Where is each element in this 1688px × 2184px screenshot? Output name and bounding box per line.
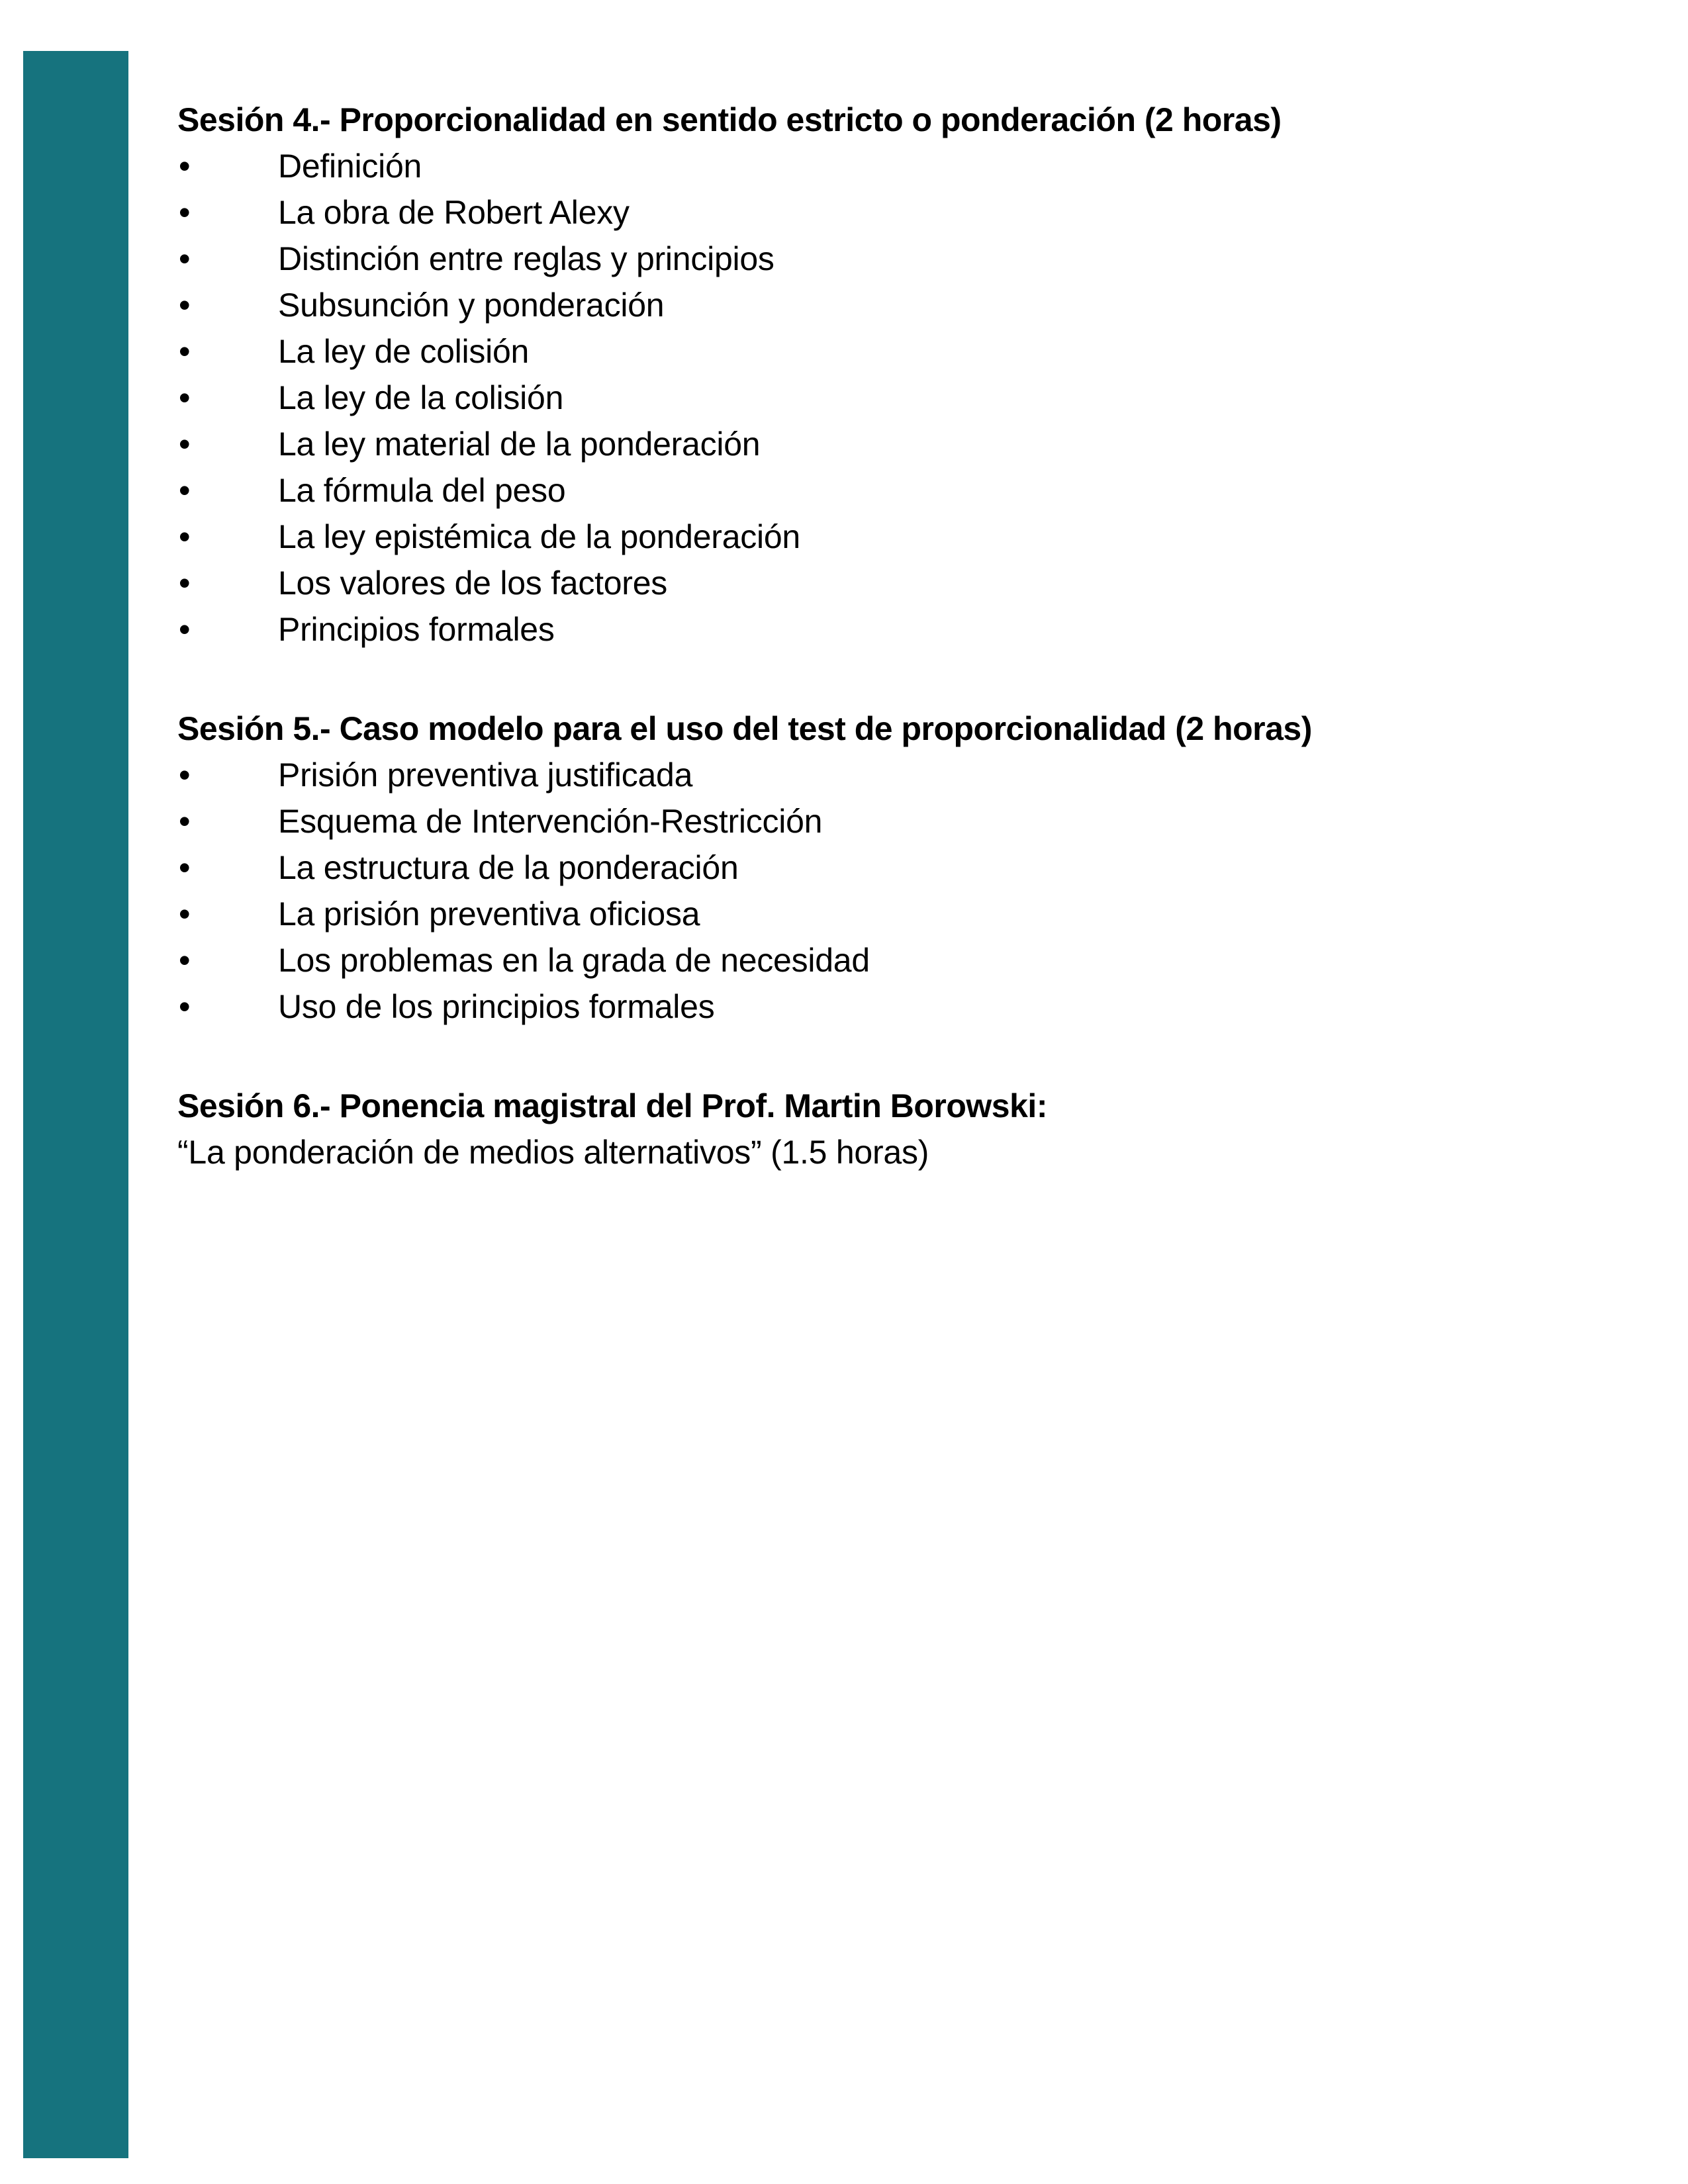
- bullet-icon: •: [179, 194, 191, 231]
- session-6-heading: Sesión 6.- Ponencia magistral del Prof. Martin Borowski:: [177, 1087, 1047, 1124]
- bullet-icon: •: [179, 379, 191, 416]
- bullet-icon: •: [179, 756, 191, 794]
- list-item: [177, 560, 1647, 606]
- list-item: [177, 236, 1647, 282]
- bullet-icon: •: [179, 472, 191, 509]
- session-5-section: [177, 705, 1647, 1030]
- bullet-icon: •: [179, 565, 191, 602]
- bullet-icon: •: [179, 426, 191, 463]
- topic-label: La estructura de la ponderación: [278, 849, 739, 886]
- list-item: [177, 143, 1647, 189]
- session-4-heading: Sesión 4.- Proporcionalidad en sentido estricto o ponderación (2 horas): [177, 101, 1282, 138]
- topic-label: Prisión preventiva justificada: [278, 756, 693, 794]
- topic-label: La prisión preventiva oficiosa: [278, 895, 700, 933]
- session-4-topic-list: [177, 143, 1647, 653]
- list-item: [177, 798, 1647, 844]
- topic-label: La ley de colisión: [278, 333, 530, 370]
- list-item: [177, 752, 1647, 798]
- bullet-icon: •: [179, 148, 191, 185]
- left-accent-bar: [23, 51, 128, 2158]
- bullet-icon: •: [179, 518, 191, 555]
- list-item: [177, 189, 1647, 236]
- bullet-icon: •: [179, 240, 191, 277]
- list-item: [177, 328, 1647, 375]
- bullet-icon: •: [179, 803, 191, 840]
- bullet-icon: •: [179, 988, 191, 1025]
- bullet-icon: •: [179, 942, 191, 979]
- bullet-icon: •: [179, 849, 191, 886]
- list-item: [177, 514, 1647, 560]
- topic-label: La ley material de la ponderación: [278, 426, 761, 463]
- topic-label: Definición: [278, 148, 422, 185]
- list-item: [177, 606, 1647, 653]
- session-5-heading: Sesión 5.- Caso modelo para el uso del test de proporcionalidad (2 horas): [177, 710, 1312, 747]
- topic-label: Esquema de Intervención-Restricción: [278, 803, 823, 840]
- session-6-subtitle: “La ponderación de medios alternativos” (1.5 horas): [177, 1134, 929, 1171]
- list-item: [177, 937, 1647, 983]
- topic-label: Distinción entre reglas y principios: [278, 240, 774, 277]
- topic-label: Los problemas en la grada de necesidad: [278, 942, 870, 979]
- list-item: [177, 467, 1647, 514]
- list-item: [177, 375, 1647, 421]
- list-item: [177, 891, 1647, 937]
- bullet-icon: •: [179, 611, 191, 648]
- list-item: [177, 282, 1647, 328]
- session-4-section: [177, 97, 1647, 653]
- topic-label: La obra de Robert Alexy: [278, 194, 630, 231]
- topic-label: Principios formales: [278, 611, 555, 648]
- topic-label: Los valores de los factores: [278, 565, 668, 602]
- bullet-icon: •: [179, 333, 191, 370]
- session-6-section: [177, 1083, 1647, 1175]
- topic-label: La ley de la colisión: [278, 379, 564, 416]
- topic-label: La fórmula del peso: [278, 472, 566, 509]
- bullet-icon: •: [179, 895, 191, 933]
- list-item: [177, 844, 1647, 891]
- list-item: [177, 983, 1647, 1030]
- topic-label: La ley epistémica de la ponderación: [278, 518, 800, 555]
- topic-label: Uso de los principios formales: [278, 988, 715, 1025]
- topic-label: Subsunción y ponderación: [278, 287, 665, 324]
- syllabus-content: [177, 97, 1647, 1175]
- session-5-topic-list: [177, 752, 1647, 1030]
- list-item: [177, 421, 1647, 467]
- bullet-icon: •: [179, 287, 191, 324]
